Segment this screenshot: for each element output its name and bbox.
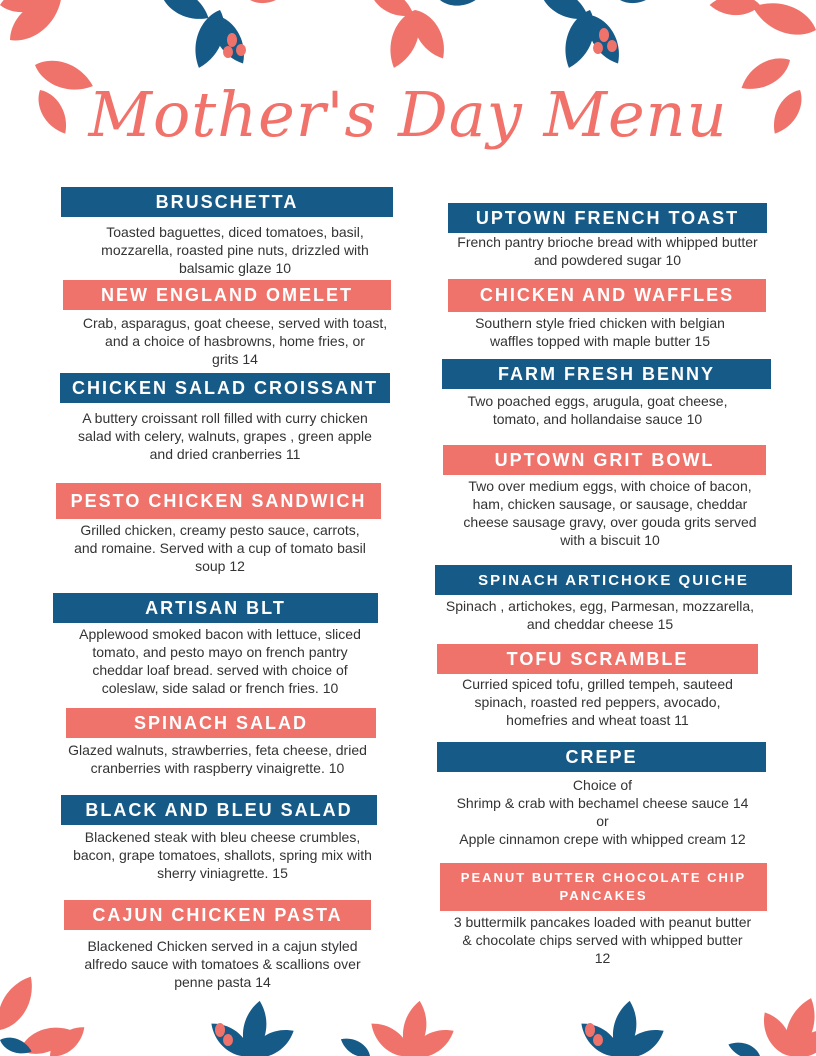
menu-item-description-artisan-blt: Applewood smoked bacon with lettuce, sliced tomato, and pesto mayo on french pantry cheddar loaf bread. served with choice of coleslaw, side salad or french fries. 10 xyxy=(79,626,361,696)
leaf-cluster-icon xyxy=(365,0,486,72)
menu-item-title-spinach-artichoke-quiche: SPINACH ARTICHOKE QUICHE xyxy=(435,565,792,595)
menu-item-title-bruschetta: BRUSCHETTA xyxy=(61,187,393,217)
menu-item-title-uptown-french-toast: UPTOWN FRENCH TOAST xyxy=(448,203,767,233)
menu-item-title-chicken-and-waffles: CHICKEN AND WAFFLES xyxy=(448,279,766,312)
menu-item-description-chicken-and-waffles: Southern style fried chicken with belgian waffles topped with maple butter 15 xyxy=(475,315,725,349)
menu-item-title-pesto-chicken-sandwich: PESTO CHICKEN SANDWICH xyxy=(56,483,381,519)
menu-item-title-black-and-bleu-salad: BLACK AND BLEU SALAD xyxy=(61,795,377,825)
menu-item-title-spinach-salad: SPINACH SALAD xyxy=(66,708,376,738)
menu-item-description-new-england-omelet: Crab, asparagus, goat cheese, served with toast, and a choice of hasbrowns, home fries, or grits 14 xyxy=(82,315,388,367)
menu-item-title-new-england-omelet: NEW ENGLAND OMELET xyxy=(63,280,391,310)
menu-item-description-tofu-scramble: Curried spiced tofu, grilled tempeh, sauteed spinach, roasted red peppers, avocado, homefries and wheat toast 11 xyxy=(462,676,733,728)
menu-item-description-crepe: Choice of Shrimp & crab with bechamel cheese sauce 14 or Apple cinnamon crepe with whipped cream 12 xyxy=(456,777,749,847)
menu-item-title-artisan-blt: ARTISAN BLT xyxy=(53,593,378,623)
menu-title: Mother's Day Menu xyxy=(88,78,728,151)
menu-item-title-chicken-salad-croissant: CHICKEN SALAD CROISSANT xyxy=(60,373,390,403)
menu-item-title-crepe: CREPE xyxy=(437,742,766,772)
menu-item-title-tofu-scramble: TOFU SCRAMBLE xyxy=(437,644,758,674)
menu-item-title-peanut-butter-chocolate-chip-pancakes: PEANUT BUTTER CHOCOLATE CHIP PANCAKES xyxy=(440,863,767,911)
menu-item-description-bruschetta: Toasted baguettes, diced tomatoes, basil, mozzarella, roasted pine nuts, drizzled with balsamic glaze 10 xyxy=(101,224,369,276)
leaf-cluster-icon xyxy=(575,999,669,1056)
leaf-cluster-icon xyxy=(205,999,299,1056)
menu-item-description-peanut-butter-chocolate-chip-pancakes: 3 buttermilk pancakes loaded with peanut butter & chocolate chips served with whipped butter 12 xyxy=(453,914,752,966)
menu-item-title-farm-fresh-benny: FARM FRESH BENNY xyxy=(442,359,771,389)
leaf-cluster-icon xyxy=(154,0,295,72)
menu-item-description-pesto-chicken-sandwich: Grilled chicken, creamy pesto sauce, carrots, and romaine. Served with a cup of tomato basil soup 12 xyxy=(74,522,366,574)
menu-item-description-spinach-artichoke-quiche: Spinach , artichokes, egg, Parmesan, mozzarella, and cheddar cheese 15 xyxy=(445,598,755,632)
menu-item-description-farm-fresh-benny: Two poached eggs, arugula, goat cheese, tomato, and hollandaise sauce 10 xyxy=(467,393,728,427)
menu-item-title-cajun-chicken-pasta: CAJUN CHICKEN PASTA xyxy=(64,900,371,930)
menu-item-description-uptown-grit-bowl: Two over medium eggs, with choice of bacon, ham, chicken sausage, or sausage, cheddar cheese sausage gravy, over gouda grits served with a biscuit 10 xyxy=(463,478,757,548)
menu-item-title-uptown-grit-bowl: UPTOWN GRIT BOWL xyxy=(443,445,766,475)
menu-item-description-chicken-salad-croissant: A buttery croissant roll filled with curry chicken salad with celery, walnuts, grapes , green apple and dried cranberries 11 xyxy=(78,410,372,462)
leaf-cluster-icon xyxy=(726,994,816,1056)
menu-item-description-cajun-chicken-pasta: Blackened Chicken served in a cajun styled alfredo sauce with tomatoes & scallions over penne pasta 14 xyxy=(84,938,361,990)
leaf-cluster-icon xyxy=(338,999,459,1056)
menu-item-description-spinach-salad: Glazed walnuts, strawberries, feta cheese, dried cranberries with raspberry vinaigrette. 10 xyxy=(68,742,367,776)
menu-item-description-uptown-french-toast: French pantry brioche bread with whipped butter and powdered sugar 10 xyxy=(457,234,758,268)
menu-item-description-black-and-bleu-salad: Blackened steak with bleu cheese crumbles, bacon, grape tomatoes, shallots, spring mix with sherry viniagrette. 15 xyxy=(73,829,372,881)
